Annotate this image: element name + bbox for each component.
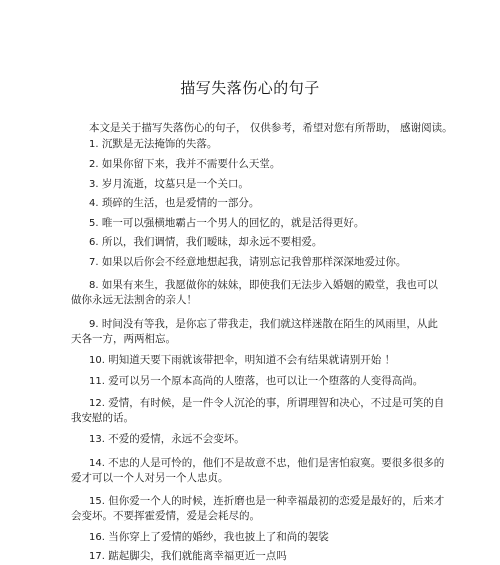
list-item: 17. 踮起脚尖，我们就能离幸福更近一点吗 (89, 550, 287, 562)
list-item: 14. 不忠的人是可怜的，他们不是故意不忠，他们是害怕寂寞。要很多很多的 爱才可以一个人对另一个人忠贞。 (71, 457, 445, 484)
list-item: 1. 沉默是无法掩饰的失落。 (89, 138, 218, 150)
list-item: 2. 如果你留下来，我并不需要什么天堂。 (89, 158, 281, 170)
list-item: 11. 爱可以另一个原本高尚的人堕落，也可以让一个堕落的人变得高尚。 (89, 375, 424, 387)
document-title: 描写失落伤心的句子 (180, 79, 320, 97)
list-item: 9. 时间没有等我，是你忘了带我走，我们就这样迷散在陌生的风雨里，从此 天各一方，两两相忘。 (71, 318, 438, 345)
list-item: 12. 爱情，有时候，是一件令人沉沦的事，所谓理智和决心，不过是可笑的自 我安慰的话。 (71, 397, 445, 424)
document-intro: 本文是关于描写失落伤心的句子， 仅供参考，希望对您有所帮助， 感谢阅读。 (89, 122, 453, 134)
list-item: 4. 琐碎的生活，也是爱情的一部分。 (89, 197, 260, 209)
list-item: 13. 不爱的爱情，永远不会变坏。 (89, 433, 245, 445)
list-item: 10. 明知道天要下雨就该带把伞，明知道不会有结果就请别开始 ！ (89, 354, 396, 366)
list-item: 7. 如果以后你会不经意地想起我，请别忘记我曾那样深深地爱过你。 (89, 256, 407, 268)
list-item: 6. 所以，我们调情，我们暧昧，却永远不要相爱。 (89, 236, 323, 248)
list-item: 16. 当你穿上了爱情的婚纱，我也披上了和尚的袈裟 (89, 531, 329, 543)
list-item: 8. 如果有来生，我愿做你的妹妹，即使我们无法步入婚姻的殿堂，我也可以 做你永远无法割舍的亲人！ (71, 279, 438, 306)
list-item: 5. 唯一可以强横地霸占一个男人的回忆的，就是活得更好。 (89, 217, 365, 229)
list-item: 15. 但你爱一个人的时候，连折磨也是一种幸福最初的恋爱是最好的，后来才 会变坏。不要挥霍爱情，爱是会耗尽的。 (71, 495, 445, 522)
list-item: 3. 岁月流逝，坟墓只是一个关口。 (89, 178, 249, 190)
